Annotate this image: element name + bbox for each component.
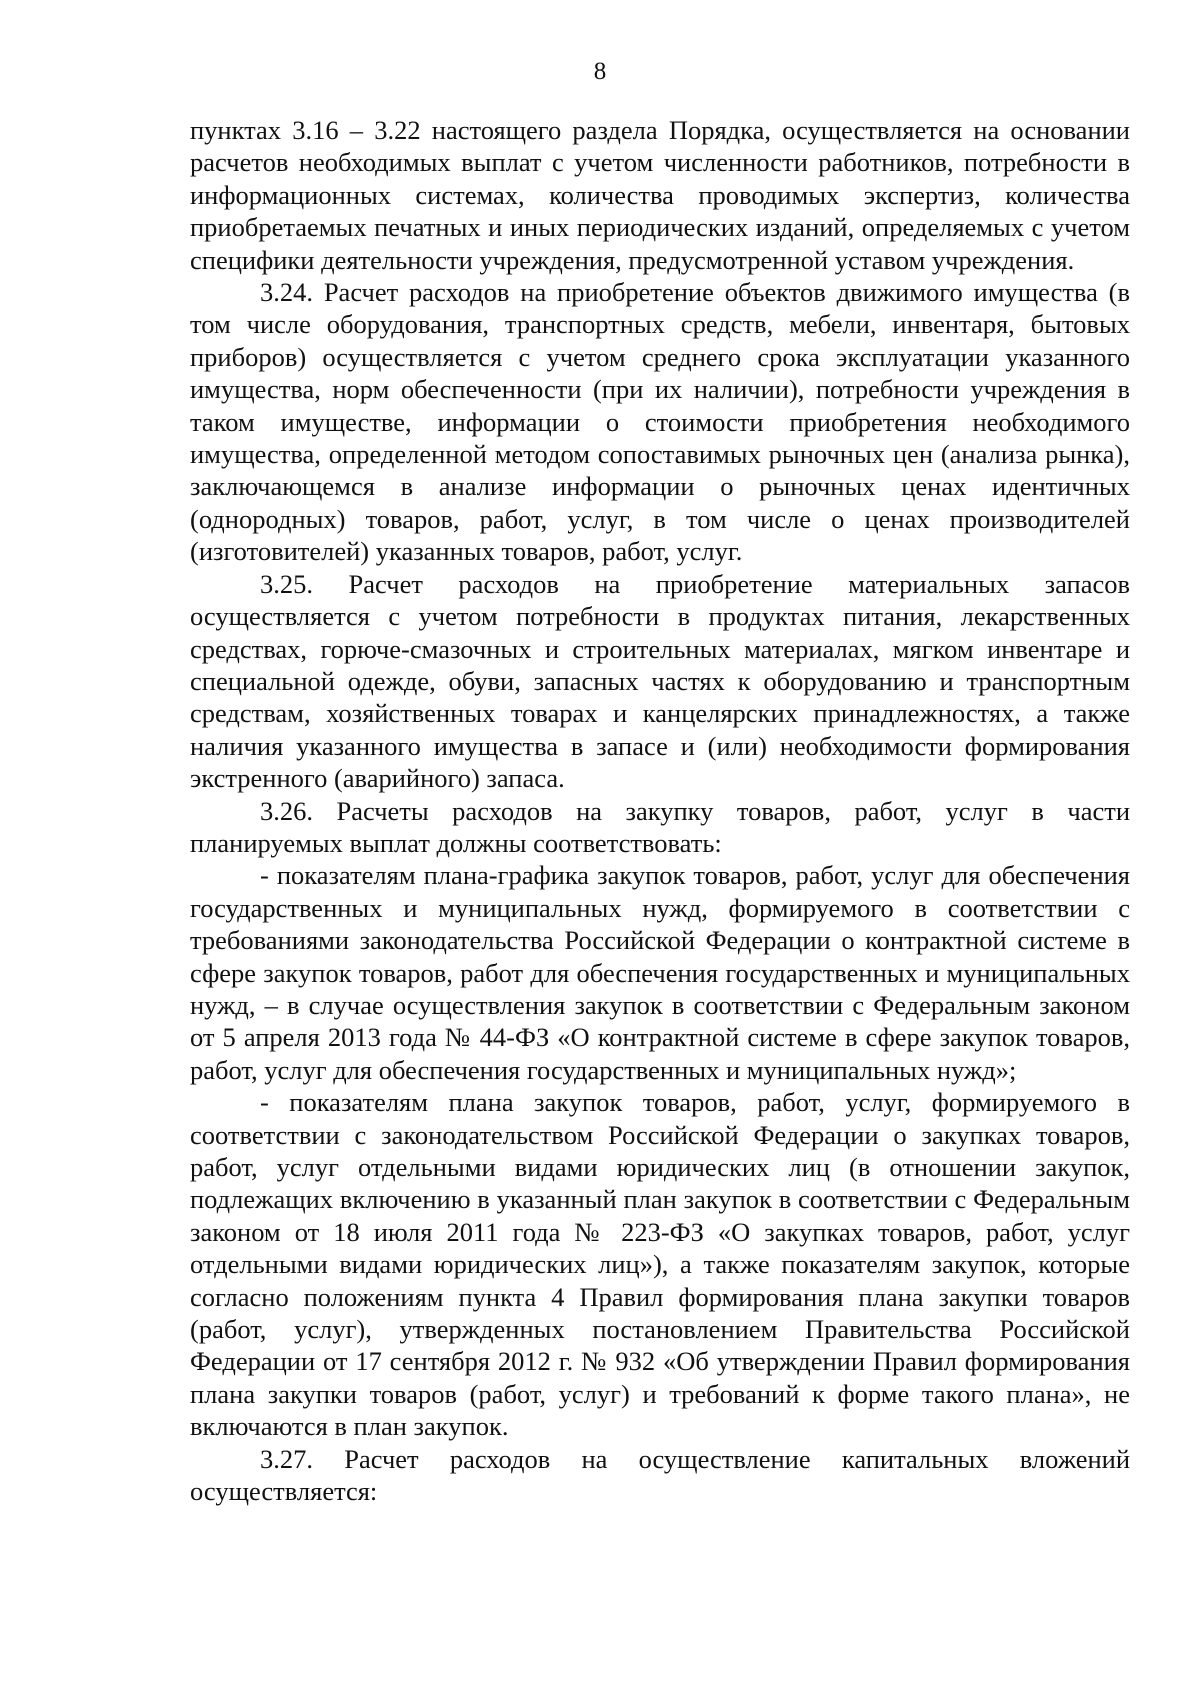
list-item-44-fz: - показателям плана-графика закупок товаров, работ, услуг для обеспечения государственных и муниципальных нужд, формируемого в соответствии с требованиями законодательства Российской Федерации о контрактной системе в сфере закупок товаров, работ для обеспечения государственных и муниципальных нужд, – в случае осуществления закупок в соответствии с Федеральным законом от 5 апреля 2013 года № 44-ФЗ «О контрактной системе в сфере закупок товаров, работ, услуг для обеспечения государственных и муниципальных нужд»; bbox=[190, 860, 1130, 1085]
paragraph-3-27: 3.27. Расчет расходов на осуществление капитальных вложений осуществляется: bbox=[190, 1443, 1130, 1507]
paragraph-3-26: 3.26. Расчеты расходов на закупку товаров, работ, услуг в части планируемых выплат должны соответствовать: bbox=[190, 795, 1130, 858]
paragraph-continuation: пунктах 3.16 – 3.22 настоящего раздела Порядка, осуществляется на основании расчетов необходимых выплат с учетом численности работников, потребности в информационных системах, количества проводимых экспертиз, количества приобретаемых печатных и иных периодических изданий, определяемых с учетом специфики деятельности учреждения, предусмотренной уставом учреждения. bbox=[190, 115, 1130, 275]
list-item-223-fz: - показателям плана закупок товаров, работ, услуг, формируемого в соответствии с законодательством Российской Федерации о закупках товаров, работ, услуг отдельными видами юридических лиц (в отношении закупок, подлежащих включению в указанный план закупок в соответствии с Федеральным законом от 18 июля 2011 года № 223-ФЗ «О закупках товаров, работ, услуг отдельными видами юридических лиц»), а также показателям закупок, которые согласно положениям пункта 4 Правил формирования плана закупки товаров (работ, услуг), утвержденных постановлением Правительства Российской Федерации от 17 сентября 2012 г. № 932 «Об утверждении Правил формирования плана закупки товаров (работ, услуг) и требований к форме такого плана», не включаются в план закупок. bbox=[190, 1087, 1130, 1442]
paragraph-3-25: 3.25. Расчет расходов на приобретение материальных запасов осуществляется с учетом потребности в продуктах питания, лекарственных средствах, горюче-смазочных и строительных материалах, мягком инвентаре и специальной одежде, обуви, запасных частях к оборудованию и транспортным средствам, хозяйственных товарах и канцелярских принадлежностях, а также наличия указанного имущества в запасе и (или) необходимости формирования экстренного (аварийного) запаса. bbox=[190, 568, 1130, 794]
paragraph-3-24: 3.24. Расчет расходов на приобретение объектов движимого имущества (в том числе оборудования, транспортных средств, мебели, инвентаря, бытовых приборов) осуществляется с учетом среднего срока эксплуатации указанного имущества, норм обеспеченности (при их наличии), потребности учреждения в таком имуществе, информации о стоимости приобретения необходимого имущества, определенной методом сопоставимых рыночных цен (анализа рынка), заключающемся в анализе информации о рыночных ценах идентичных (однородных) товаров, работ, услуг, в том числе о ценах производителей (изготовителей) указанных товаров, работ, услуг. bbox=[190, 277, 1130, 567]
page-number: 8 bbox=[593, 58, 607, 85]
document-body bbox=[190, 114, 1130, 1507]
